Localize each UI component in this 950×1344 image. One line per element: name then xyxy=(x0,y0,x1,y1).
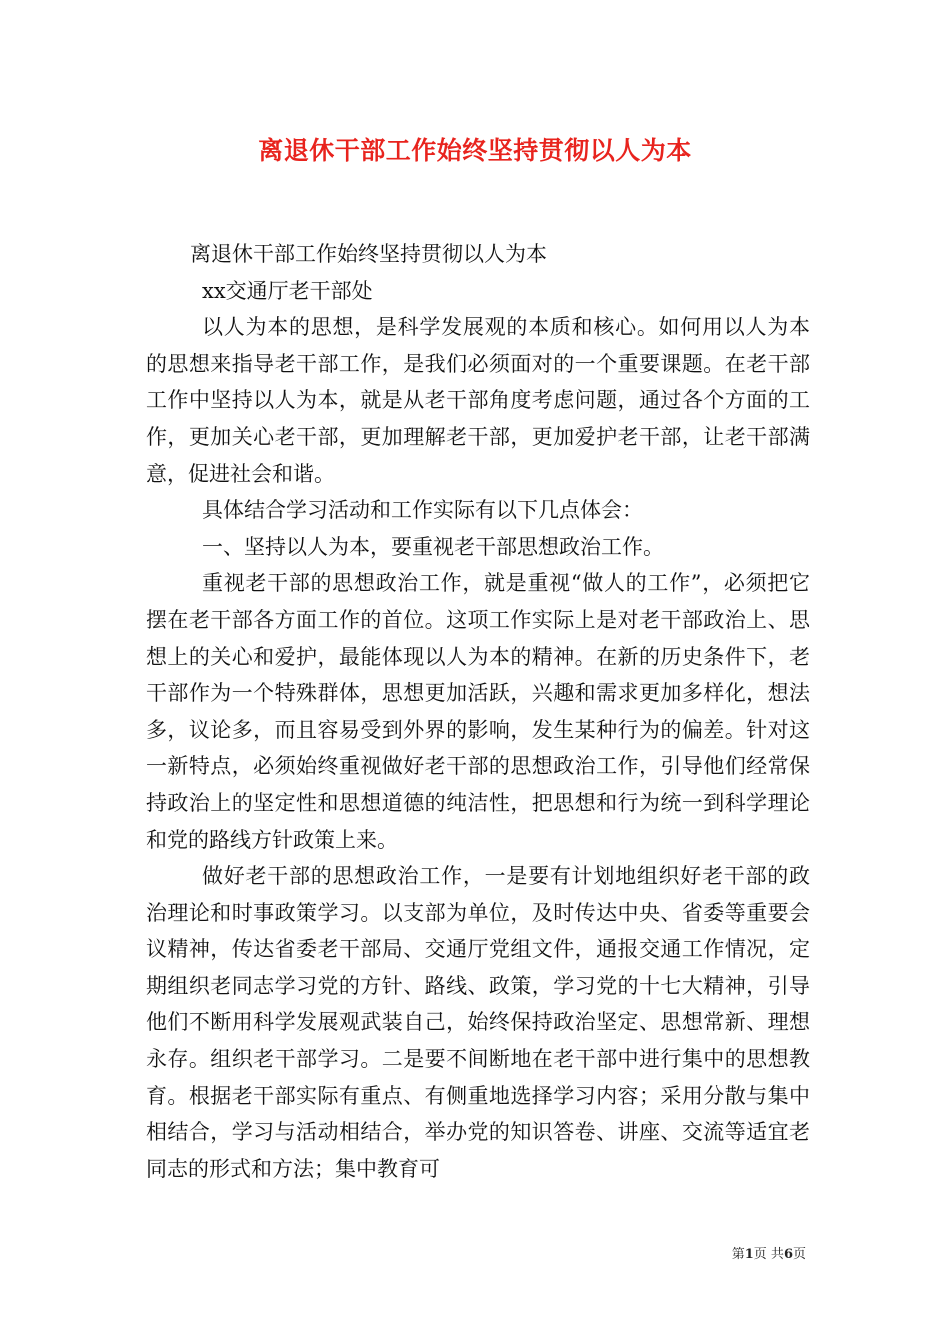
current-page: 1 xyxy=(744,1247,754,1262)
page-number xyxy=(732,1246,806,1264)
page-middle: 页 共 xyxy=(753,1247,784,1262)
paragraph: 重视老干部的思想政治工作，就是重视“做人的工作”，必须把它摆在老干部各方面工作的首位。这项工作实际上是对老干部政治上、思想上的关心和爱护，最能体现以人为本的精神。在新的历史条件下，老干部作为一个特殊群体，思想更加活跃，兴趣和需求更加多样化，想法多，议论多，而且容易受到外界的影响，发生某种行为的偏差。针对这一新特点，必须始终重视做好老干部的思想政治工作，引导他们经常保持政治上的坚定性和思想道德的纯洁性，把思想和行为统一到科学理论和党的路线方针政策上来。 xyxy=(146,571,810,852)
total-pages: 6 xyxy=(783,1247,793,1262)
page-title: 离退休干部工作始终坚持贯彻以人为本 xyxy=(258,136,692,165)
page-suffix: 页 xyxy=(792,1247,806,1262)
paragraph: 具体结合学习活动和工作实际有以下几点体会： xyxy=(202,498,643,523)
paragraph: 以人为本的思想，是科学发展观的本质和核心。如何用以人为本的思想来指导老干部工作，是我们必须面对的一个重要课题。在老干部工作中坚持以人为本，就是从老干部角度考虑问题，通过各个方面的工作，更加关心老干部，更加理解老干部，更加爱护老干部，让老干部满意，促进社会和谐。 xyxy=(146,315,810,486)
section-heading: 一、坚持以人为本，要重视老干部思想政治工作。 xyxy=(202,534,664,559)
document-body xyxy=(146,236,810,1187)
document-subtitle: 离退休干部工作始终坚持贯彻以人为本 xyxy=(190,242,547,266)
document-department: xx交通厅老干部处 xyxy=(202,278,373,303)
paragraph: 做好老干部的思想政治工作，一是要有计划地组织好老干部的政治理论和时事政策学习。以支部为单位，及时传达中央、省委等重要会议精神，传达省委老干部局、交通厅党组文件，通报交通工作情况，定期组织老同志学习党的方针、路线、政策，学习党的十七大精神，引导他们不断用科学发展观武装自己，始终保持政治坚定、思想常新、理想永存。组织老干部学习。二是要不间断地在老干部中进行集中的思想教育。根据老干部实际有重点、有侧重地选择学习内容；采用分散与集中相结合，学习与活动相结合，举办党的知识答卷、讲座、交流等适宜老同志的形式和方法；集中教育可 xyxy=(146,864,810,1181)
page-prefix: 第 xyxy=(731,1247,745,1262)
